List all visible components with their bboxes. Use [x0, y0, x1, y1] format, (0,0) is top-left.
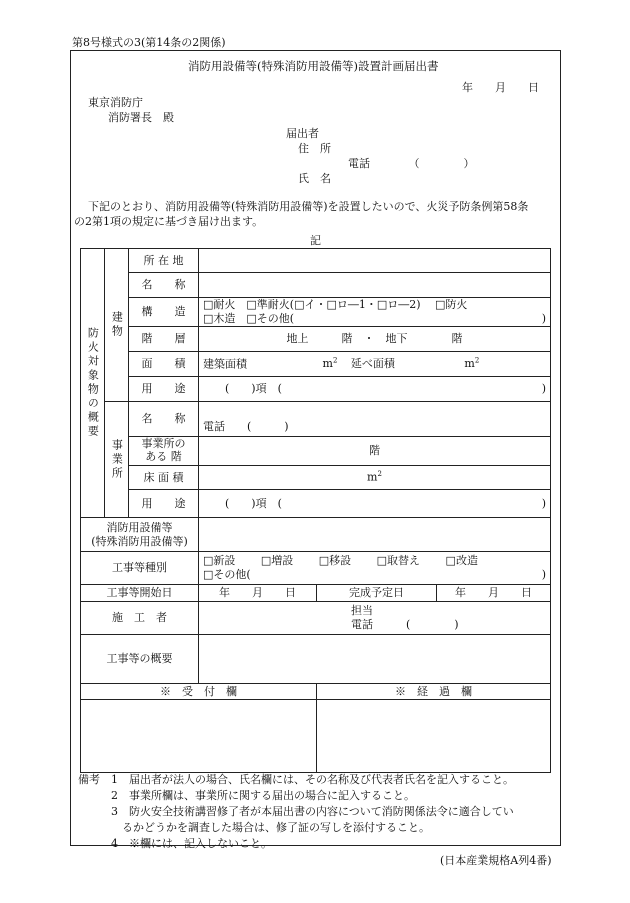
contractor-label: 施 工 者	[81, 602, 199, 635]
m2-unit: $m^2$	[322, 356, 338, 371]
structure-options-2: □木造 □その他(	[203, 312, 295, 325]
building-name-cell[interactable]	[199, 273, 551, 298]
start-date-label: 工事等開始日	[81, 585, 199, 602]
reception-cell	[81, 700, 317, 773]
equipment-label: 消防用設備等 (特殊消防用設備等)	[81, 518, 199, 552]
notes	[78, 772, 514, 852]
office-floor-label: 事業所の ある 階	[129, 437, 199, 466]
area-label: 面 積	[129, 352, 199, 377]
office-section: 事業所	[105, 402, 129, 518]
building-use-close: )	[541, 382, 546, 396]
structure-cell[interactable]	[199, 298, 551, 327]
building-use-value: ( )項 (	[225, 382, 282, 396]
office-name-label: 名 称	[129, 402, 199, 437]
office-use-close: )	[541, 496, 546, 510]
form-number: 第8号様式の3(第14条の2関係)	[72, 36, 226, 49]
building-section: 建物	[105, 249, 129, 402]
progress-header: ※ 経 過 欄	[317, 684, 551, 700]
work-type-cell[interactable]	[199, 552, 551, 585]
office-name-cell[interactable]: 電話 ( )	[199, 402, 551, 437]
notifier-address: 住 所	[298, 142, 331, 155]
intro-line-2: の2第1項の規定に基づき届け出ます。	[74, 215, 264, 228]
footer: (日本産業規格A列4番)	[440, 854, 552, 867]
office-floor-cell[interactable]: 階	[199, 437, 551, 466]
area-cell[interactable]	[199, 352, 551, 377]
form-title: 消防用設備等(特殊消防用設備等)設置計画届出書	[188, 59, 439, 73]
work-type-close: )	[541, 568, 546, 581]
building-use-cell[interactable]	[199, 377, 551, 402]
start-date-cell[interactable]: 年 月 日	[199, 585, 317, 602]
notifier-phone: 電話 （ ）	[348, 157, 475, 170]
note-1: 備考 1 届出者が法人の場合、氏名欄には、その名称及び代表者氏名を記入すること。	[78, 773, 514, 786]
floor-area-cell[interactable]: $m^2$	[199, 466, 551, 490]
contractor-cell[interactable]	[199, 602, 551, 635]
work-type-options: □新設 □増設 □移設 □取替え □改造	[203, 554, 478, 568]
note-3: 3 防火安全技術講習修了者が本届出書の内容について消防関係法令に適合してい	[78, 805, 514, 818]
intro-line-1: 下記のとおり、消防用設備等(特殊消防用設備等)を設置したいので、火災予防条例第58条	[88, 200, 529, 213]
ki-label: 記	[310, 234, 321, 247]
notifier-label: 届出者	[286, 127, 319, 140]
reception-header: ※ 受 付 欄	[81, 684, 317, 700]
addressee-title: 消防署長 殿	[108, 111, 174, 124]
overview-label: 工事等の概要	[81, 635, 199, 684]
m2-unit-total: $m^2$	[464, 356, 480, 371]
building-area-label: 建築面積	[203, 357, 247, 371]
structure-close: )	[541, 312, 546, 325]
progress-cell	[317, 700, 551, 773]
structure-label: 構 造	[129, 298, 199, 327]
note-4: 4 ※欄には、記入しないこと。	[78, 837, 272, 850]
notifier-name: 氏 名	[298, 172, 331, 185]
floors-cell[interactable]: 地上 階 ・ 地下 階	[199, 327, 551, 352]
fire-target-section: 防火対象物の概要	[81, 249, 105, 518]
work-type-label: 工事等種別	[81, 552, 199, 585]
overview-cell[interactable]	[199, 635, 551, 684]
person-in-charge: 担当	[351, 604, 373, 618]
floors-label: 階 層	[129, 327, 199, 352]
building-name-label: 名 称	[129, 273, 199, 298]
structure-options-1: □耐火 □準耐火(□イ・□ロ―1・□ロ―2) □防火	[203, 298, 468, 312]
note-2: 2 事業所欄は、事業所に関する届出の場合に記入すること。	[78, 789, 415, 802]
date-line: 年 月 日	[462, 81, 539, 94]
addressee-org: 東京消防庁	[88, 96, 143, 109]
form-table	[80, 248, 551, 773]
location-cell[interactable]	[199, 249, 551, 273]
contractor-phone: 電話 ( )	[351, 618, 459, 631]
building-use-label: 用 途	[129, 377, 199, 402]
location-label: 所 在 地	[129, 249, 199, 273]
floor-area-label: 床 面 積	[129, 466, 199, 490]
equipment-cell[interactable]	[199, 518, 551, 552]
note-3b: るかどうかを調査した場合は、修了証の写しを添付すること。	[78, 821, 430, 834]
end-date-cell[interactable]: 年 月 日	[437, 585, 551, 602]
work-type-other: □その他(	[203, 568, 251, 581]
office-use-cell[interactable]	[199, 490, 551, 518]
office-use-value: ( )項 (	[225, 496, 282, 510]
total-area-label: 延べ面積	[350, 357, 395, 371]
end-date-label: 完成予定日	[317, 585, 437, 602]
office-use-label: 用 途	[129, 490, 199, 518]
